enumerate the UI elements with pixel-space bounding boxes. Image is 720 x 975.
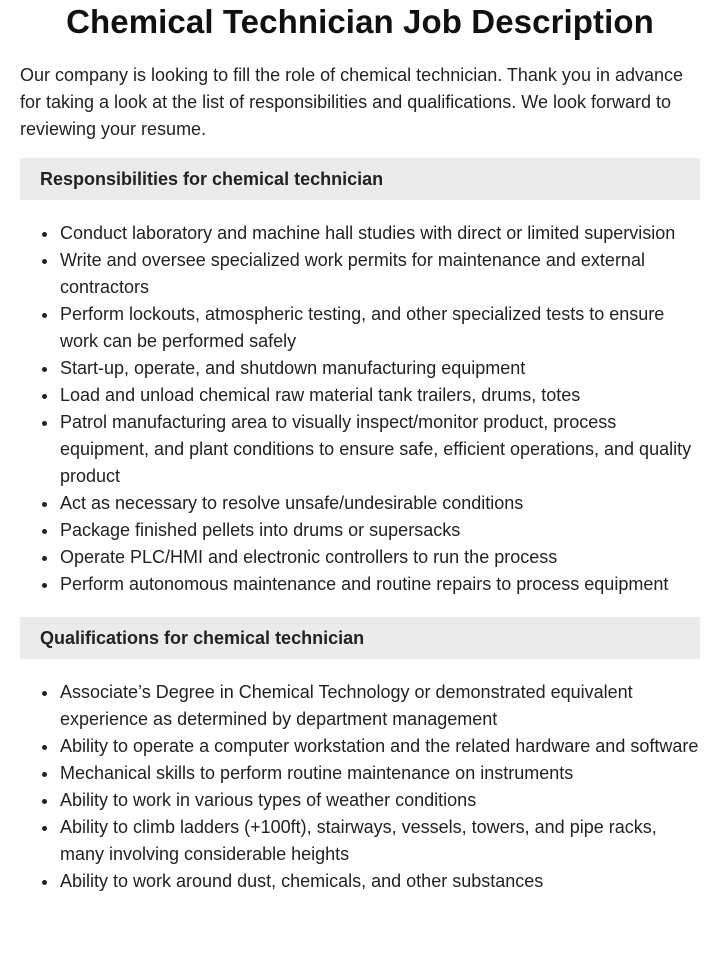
list-item: Write and oversee specialized work permits for maintenance and external contractors [60, 247, 700, 301]
page-title: Chemical Technician Job Description [66, 3, 654, 40]
list-item: Ability to climb ladders (+100ft), stairways, vessels, towers, and pipe racks, many involving considerable heights [60, 814, 700, 868]
list-item: Patrol manufacturing area to visually inspect/monitor product, process equipment, and plant conditions to ensure safe, efficient operations, and quality product [60, 409, 700, 490]
list-item: Act as necessary to resolve unsafe/undesirable conditions [60, 490, 700, 517]
intro-paragraph: Our company is looking to fill the role of chemical technician. Thank you in advance for taking a look at the list of responsibilities and qualifications. We look forward to reviewing your resume. [20, 65, 684, 139]
list-item: Operate PLC/HMI and electronic controllers to run the process [60, 544, 700, 571]
responsibilities-header: Responsibilities for chemical technician [20, 158, 700, 200]
list-item: Ability to work around dust, chemicals, and other substances [60, 868, 700, 895]
qualifications-list [20, 679, 700, 895]
list-item: Package finished pellets into drums or supersacks [60, 517, 700, 544]
list-item: Ability to operate a computer workstation and the related hardware and software [60, 733, 700, 760]
list-item: Perform autonomous maintenance and routine repairs to process equipment [60, 571, 700, 598]
list-item: Start-up, operate, and shutdown manufacturing equipment [60, 355, 700, 382]
list-item: Mechanical skills to perform routine maintenance on instruments [60, 760, 700, 787]
list-item: Load and unload chemical raw material tank trailers, drums, totes [60, 382, 700, 409]
list-item: Associate’s Degree in Chemical Technology or demonstrated equivalent experience as determined by department management [60, 679, 700, 733]
list-item: Perform lockouts, atmospheric testing, and other specialized tests to ensure work can be performed safely [60, 301, 700, 355]
list-item: Conduct laboratory and machine hall studies with direct or limited supervision [60, 220, 700, 247]
qualifications-header: Qualifications for chemical technician [20, 617, 700, 659]
responsibilities-list [20, 220, 700, 598]
list-item: Ability to work in various types of weather conditions [60, 787, 700, 814]
